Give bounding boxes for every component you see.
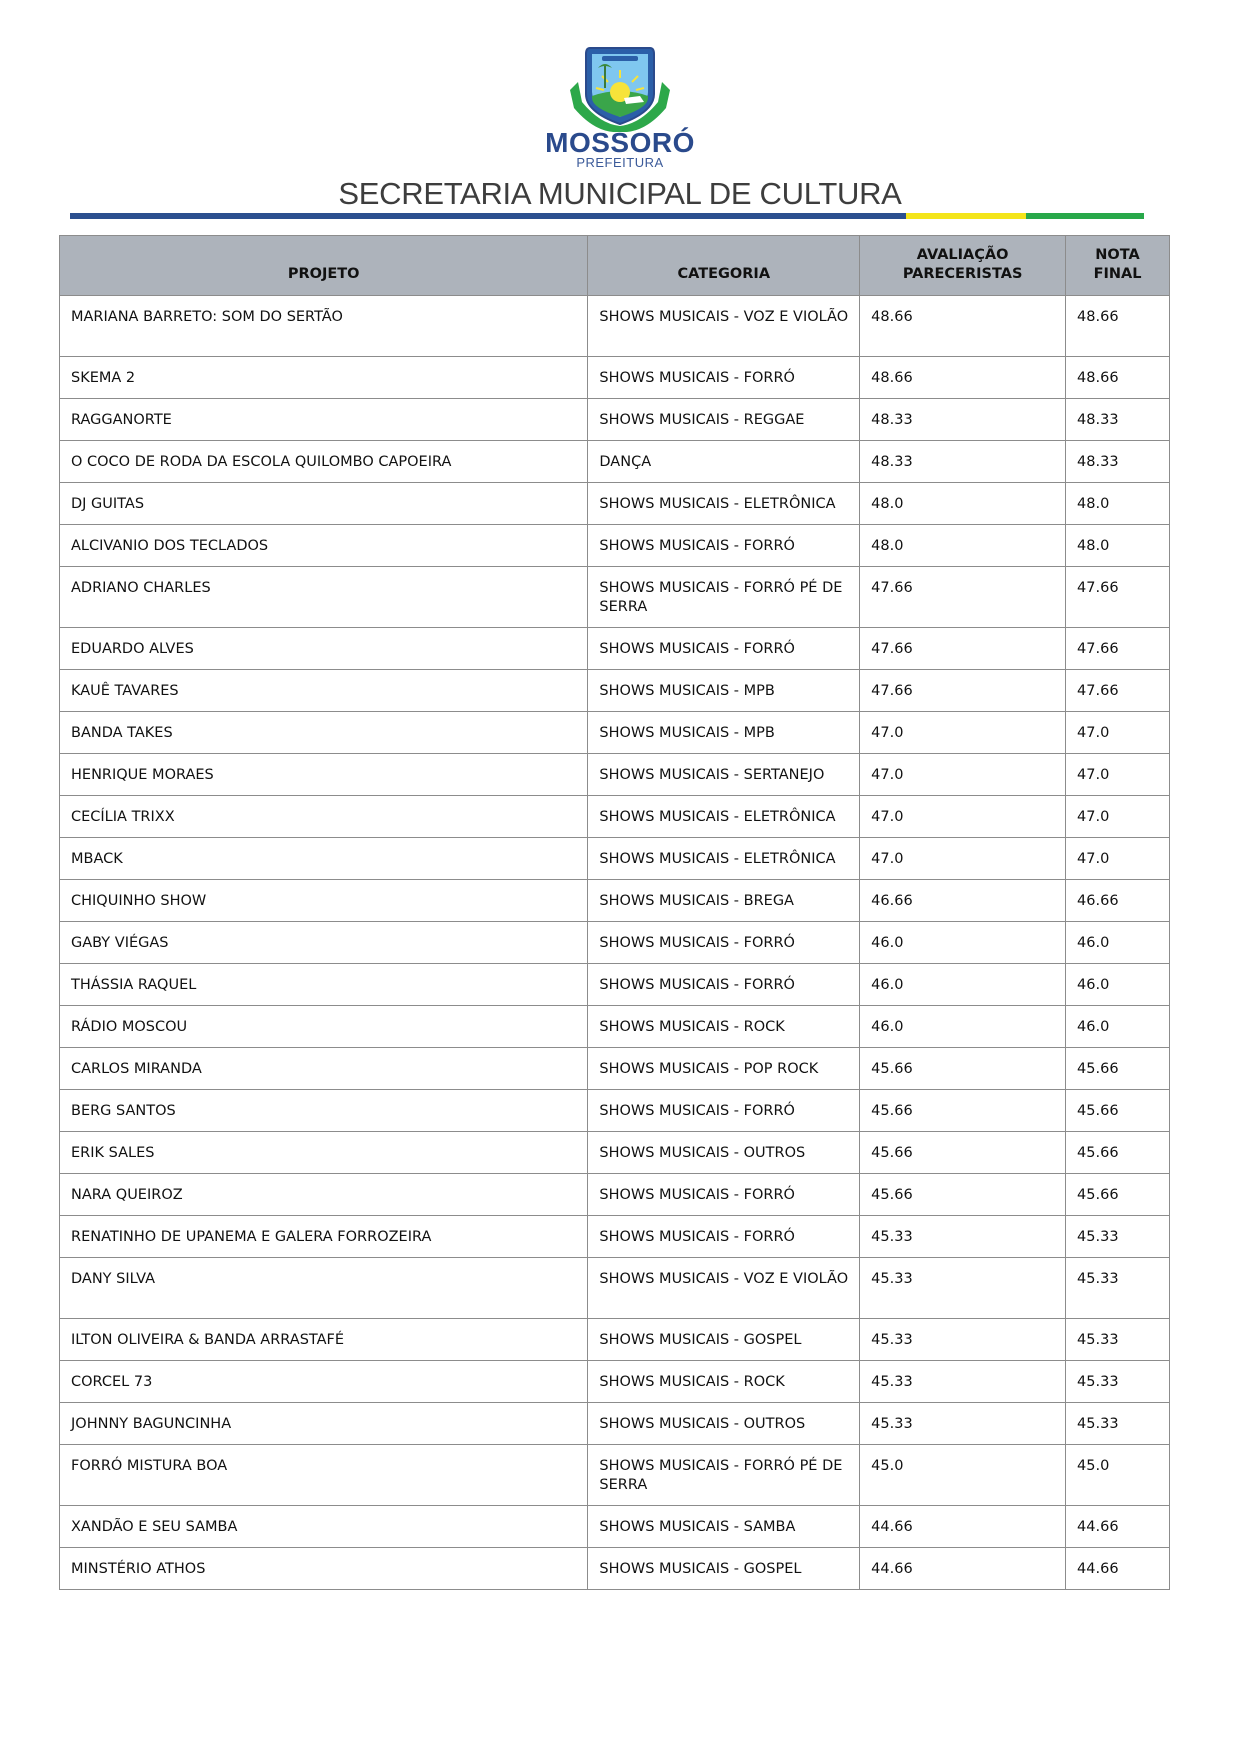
cell-nota-final: 47.0 xyxy=(1066,754,1170,796)
cell-avaliacao: 47.0 xyxy=(860,838,1066,880)
cell-categoria: SHOWS MUSICAIS - FORRÓ xyxy=(588,1174,860,1216)
table-row xyxy=(60,296,1170,357)
cell-categoria: SHOWS MUSICAIS - FORRÓ xyxy=(588,628,860,670)
cell-projeto: HENRIQUE MORAES xyxy=(60,754,588,796)
cell-avaliacao: 45.0 xyxy=(860,1445,1066,1506)
table-row xyxy=(60,357,1170,399)
cell-projeto: CHIQUINHO SHOW xyxy=(60,880,588,922)
cell-categoria: SHOWS MUSICAIS - ELETRÔNICA xyxy=(588,838,860,880)
cell-projeto: RÁDIO MOSCOU xyxy=(60,1006,588,1048)
table-row xyxy=(60,838,1170,880)
cell-nota-final: 46.0 xyxy=(1066,964,1170,1006)
cell-avaliacao: 47.66 xyxy=(860,567,1066,628)
cell-categoria: SHOWS MUSICAIS - FORRÓ xyxy=(588,922,860,964)
cell-avaliacao: 47.0 xyxy=(860,712,1066,754)
table-row xyxy=(60,1006,1170,1048)
cell-projeto: RENATINHO DE UPANEMA E GALERA FORROZEIRA xyxy=(60,1216,588,1258)
cell-avaliacao: 48.33 xyxy=(860,441,1066,483)
cell-nota-final: 45.33 xyxy=(1066,1319,1170,1361)
cell-categoria: SHOWS MUSICAIS - MPB xyxy=(588,712,860,754)
cell-nota-final: 48.33 xyxy=(1066,399,1170,441)
cell-projeto: BANDA TAKES xyxy=(60,712,588,754)
document-header xyxy=(0,0,1240,230)
table-row xyxy=(60,399,1170,441)
column-header-avaliacao: AVALIAÇÃO PARECERISTAS xyxy=(860,236,1066,296)
cell-categoria: SHOWS MUSICAIS - FORRÓ PÉ DE SERRA xyxy=(588,567,860,628)
cell-nota-final: 48.66 xyxy=(1066,357,1170,399)
cell-categoria: SHOWS MUSICAIS - REGGAE xyxy=(588,399,860,441)
cell-projeto: DANY SILVA xyxy=(60,1258,588,1319)
cell-nota-final: 45.33 xyxy=(1066,1361,1170,1403)
cell-nota-final: 45.66 xyxy=(1066,1048,1170,1090)
column-header-categoria: CATEGORIA xyxy=(588,236,860,296)
cell-nota-final: 45.66 xyxy=(1066,1090,1170,1132)
cell-projeto: CORCEL 73 xyxy=(60,1361,588,1403)
table-row xyxy=(60,567,1170,628)
cell-nota-final: 45.33 xyxy=(1066,1258,1170,1319)
cell-avaliacao: 47.66 xyxy=(860,670,1066,712)
cell-nota-final: 46.66 xyxy=(1066,880,1170,922)
cell-nota-final: 46.0 xyxy=(1066,1006,1170,1048)
cell-projeto: KAUÊ TAVARES xyxy=(60,670,588,712)
cell-categoria: SHOWS MUSICAIS - ROCK xyxy=(588,1361,860,1403)
cell-categoria: SHOWS MUSICAIS - SERTANEJO xyxy=(588,754,860,796)
cell-categoria: SHOWS MUSICAIS - OUTROS xyxy=(588,1403,860,1445)
cell-projeto: GABY VIÉGAS xyxy=(60,922,588,964)
cell-projeto: RAGGANORTE xyxy=(60,399,588,441)
column-header-nota-final: NOTA FINAL xyxy=(1066,236,1170,296)
cell-nota-final: 47.66 xyxy=(1066,567,1170,628)
cell-avaliacao: 45.33 xyxy=(860,1319,1066,1361)
cell-projeto: BERG SANTOS xyxy=(60,1090,588,1132)
table-row xyxy=(60,483,1170,525)
cell-avaliacao: 45.33 xyxy=(860,1216,1066,1258)
cell-categoria: SHOWS MUSICAIS - FORRÓ xyxy=(588,1216,860,1258)
table-row xyxy=(60,796,1170,838)
cell-projeto: SKEMA 2 xyxy=(60,357,588,399)
table-row xyxy=(60,441,1170,483)
cell-projeto: ILTON OLIVEIRA & BANDA ARRASTAFÉ xyxy=(60,1319,588,1361)
cell-nota-final: 47.66 xyxy=(1066,628,1170,670)
cell-categoria: SHOWS MUSICAIS - POP ROCK xyxy=(588,1048,860,1090)
table-row xyxy=(60,628,1170,670)
table-row xyxy=(60,1319,1170,1361)
cell-nota-final: 45.33 xyxy=(1066,1403,1170,1445)
table-row xyxy=(60,1048,1170,1090)
cell-nota-final: 47.0 xyxy=(1066,712,1170,754)
table-row xyxy=(60,754,1170,796)
cell-categoria: SHOWS MUSICAIS - VOZ E VIOLÃO xyxy=(588,296,860,357)
cell-nota-final: 45.66 xyxy=(1066,1132,1170,1174)
cell-avaliacao: 44.66 xyxy=(860,1506,1066,1548)
results-table xyxy=(59,235,1170,1590)
cell-projeto: ADRIANO CHARLES xyxy=(60,567,588,628)
stripe-yellow xyxy=(906,213,1026,219)
brand-subtitle: PREFEITURA xyxy=(576,155,664,170)
cell-projeto: CECÍLIA TRIXX xyxy=(60,796,588,838)
table-row xyxy=(60,1361,1170,1403)
table-row xyxy=(60,964,1170,1006)
cell-nota-final: 47.0 xyxy=(1066,796,1170,838)
cell-categoria: SHOWS MUSICAIS - FORRÓ xyxy=(588,357,860,399)
cell-categoria: SHOWS MUSICAIS - GOSPEL xyxy=(588,1548,860,1590)
cell-nota-final: 45.0 xyxy=(1066,1445,1170,1506)
cell-avaliacao: 45.66 xyxy=(860,1048,1066,1090)
cell-nota-final: 44.66 xyxy=(1066,1548,1170,1590)
cell-nota-final: 48.0 xyxy=(1066,525,1170,567)
cell-projeto: XANDÃO E SEU SAMBA xyxy=(60,1506,588,1548)
stripe-blue xyxy=(70,213,906,219)
cell-nota-final: 47.0 xyxy=(1066,838,1170,880)
table-row xyxy=(60,1403,1170,1445)
cell-projeto: MINSTÉRIO ATHOS xyxy=(60,1548,588,1590)
cell-projeto: ERIK SALES xyxy=(60,1132,588,1174)
table-row xyxy=(60,1090,1170,1132)
cell-avaliacao: 47.0 xyxy=(860,796,1066,838)
cell-avaliacao: 45.33 xyxy=(860,1403,1066,1445)
table-row xyxy=(60,712,1170,754)
cell-avaliacao: 48.66 xyxy=(860,357,1066,399)
cell-nota-final: 48.0 xyxy=(1066,483,1170,525)
cell-nota-final: 48.66 xyxy=(1066,296,1170,357)
cell-avaliacao: 45.66 xyxy=(860,1090,1066,1132)
cell-projeto: THÁSSIA RAQUEL xyxy=(60,964,588,1006)
mossoro-coat-of-arms-icon xyxy=(560,42,680,132)
cell-categoria: SHOWS MUSICAIS - FORRÓ xyxy=(588,964,860,1006)
cell-avaliacao: 48.33 xyxy=(860,399,1066,441)
cell-nota-final: 44.66 xyxy=(1066,1506,1170,1548)
brand-name: MOSSORÓ xyxy=(545,127,695,158)
table-row xyxy=(60,1216,1170,1258)
cell-categoria: SHOWS MUSICAIS - GOSPEL xyxy=(588,1319,860,1361)
cell-projeto: ALCIVANIO DOS TECLADOS xyxy=(60,525,588,567)
cell-avaliacao: 45.33 xyxy=(860,1361,1066,1403)
table-row xyxy=(60,1548,1170,1590)
table-row xyxy=(60,1174,1170,1216)
stripe-green xyxy=(1026,213,1144,219)
cell-categoria: SHOWS MUSICAIS - FORRÓ xyxy=(588,1090,860,1132)
department-title: SECRETARIA MUNICIPAL DE CULTURA xyxy=(338,176,902,211)
table-header-row xyxy=(60,236,1170,296)
cell-avaliacao: 45.66 xyxy=(860,1132,1066,1174)
cell-projeto: MBACK xyxy=(60,838,588,880)
cell-projeto: DJ GUITAS xyxy=(60,483,588,525)
cell-avaliacao: 48.0 xyxy=(860,483,1066,525)
cell-avaliacao: 46.66 xyxy=(860,880,1066,922)
cell-categoria: SHOWS MUSICAIS - ELETRÔNICA xyxy=(588,483,860,525)
cell-avaliacao: 45.66 xyxy=(860,1174,1066,1216)
column-header-projeto: PROJETO xyxy=(60,236,588,296)
cell-avaliacao: 47.66 xyxy=(860,628,1066,670)
table-row xyxy=(60,670,1170,712)
cell-categoria: SHOWS MUSICAIS - MPB xyxy=(588,670,860,712)
cell-projeto: JOHNNY BAGUNCINHA xyxy=(60,1403,588,1445)
cell-projeto: O COCO DE RODA DA ESCOLA QUILOMBO CAPOEIRA xyxy=(60,441,588,483)
cell-nota-final: 45.33 xyxy=(1066,1216,1170,1258)
table-row xyxy=(60,1445,1170,1506)
table-row xyxy=(60,880,1170,922)
cell-avaliacao: 46.0 xyxy=(860,964,1066,1006)
table-row xyxy=(60,525,1170,567)
cell-categoria: DANÇA xyxy=(588,441,860,483)
cell-categoria: SHOWS MUSICAIS - BREGA xyxy=(588,880,860,922)
cell-nota-final: 48.33 xyxy=(1066,441,1170,483)
cell-avaliacao: 48.0 xyxy=(860,525,1066,567)
cell-categoria: SHOWS MUSICAIS - OUTROS xyxy=(588,1132,860,1174)
cell-projeto: EDUARDO ALVES xyxy=(60,628,588,670)
cell-projeto: NARA QUEIROZ xyxy=(60,1174,588,1216)
cell-avaliacao: 46.0 xyxy=(860,1006,1066,1048)
cell-avaliacao: 45.33 xyxy=(860,1258,1066,1319)
cell-nota-final: 45.66 xyxy=(1066,1174,1170,1216)
cell-avaliacao: 44.66 xyxy=(860,1548,1066,1590)
cell-projeto: MARIANA BARRETO: SOM DO SERTÃO xyxy=(60,296,588,357)
cell-categoria: SHOWS MUSICAIS - FORRÓ PÉ DE SERRA xyxy=(588,1445,860,1506)
table-row xyxy=(60,1506,1170,1548)
cell-categoria: SHOWS MUSICAIS - VOZ E VIOLÃO xyxy=(588,1258,860,1319)
cell-categoria: SHOWS MUSICAIS - ELETRÔNICA xyxy=(588,796,860,838)
cell-nota-final: 47.66 xyxy=(1066,670,1170,712)
cell-avaliacao: 48.66 xyxy=(860,296,1066,357)
table-row xyxy=(60,1132,1170,1174)
cell-projeto: CARLOS MIRANDA xyxy=(60,1048,588,1090)
table-row xyxy=(60,922,1170,964)
table-row xyxy=(60,1258,1170,1319)
cell-avaliacao: 46.0 xyxy=(860,922,1066,964)
cell-categoria: SHOWS MUSICAIS - ROCK xyxy=(588,1006,860,1048)
cell-categoria: SHOWS MUSICAIS - SAMBA xyxy=(588,1506,860,1548)
cell-categoria: SHOWS MUSICAIS - FORRÓ xyxy=(588,525,860,567)
cell-avaliacao: 47.0 xyxy=(860,754,1066,796)
cell-projeto: FORRÓ MISTURA BOA xyxy=(60,1445,588,1506)
cell-nota-final: 46.0 xyxy=(1066,922,1170,964)
